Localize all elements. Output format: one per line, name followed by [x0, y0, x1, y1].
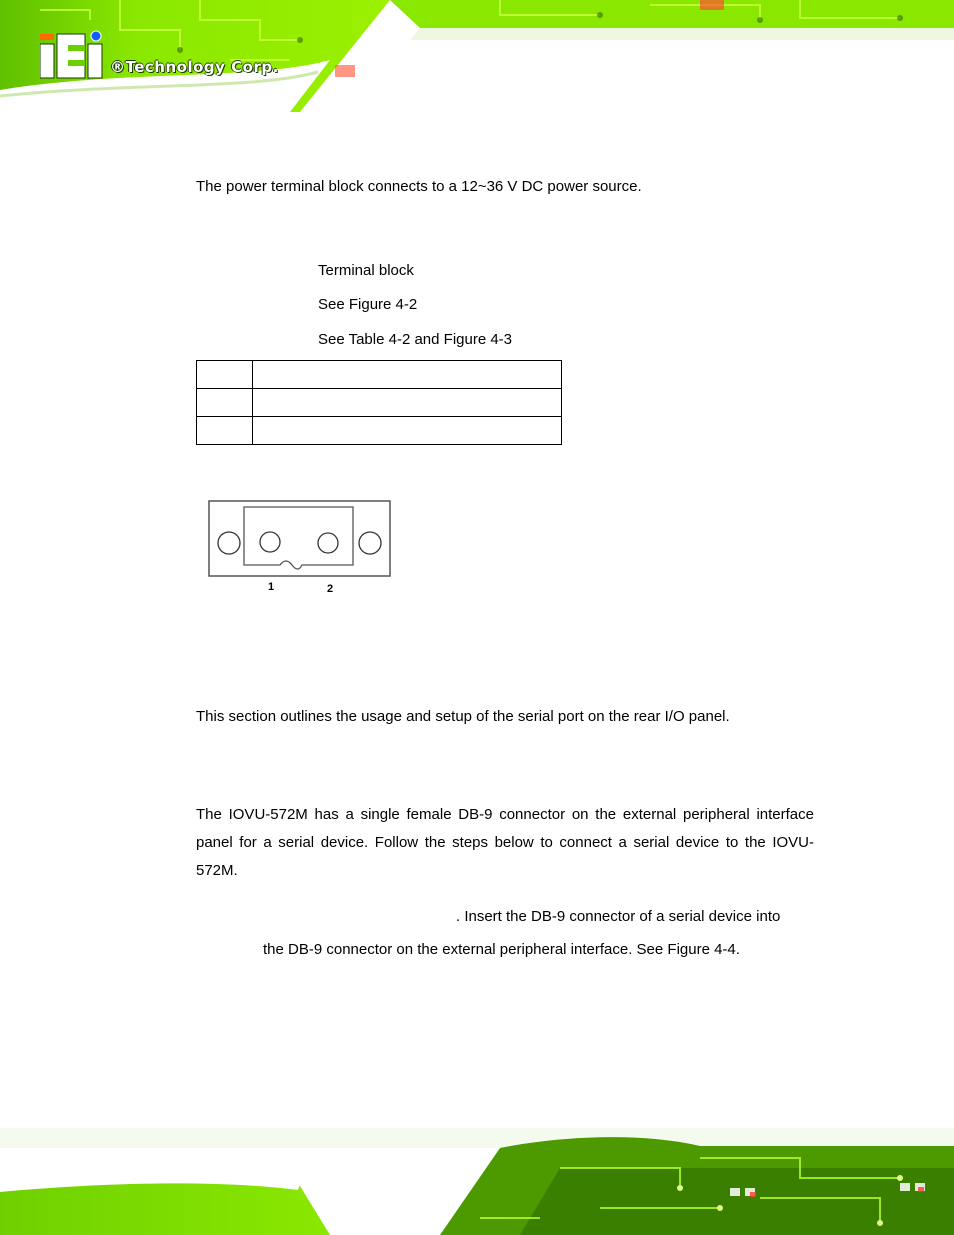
table-cell	[253, 389, 562, 417]
step1-line2: the DB-9 connector on the external peripheral interface. See Figure 4-4.	[263, 941, 740, 958]
table-cell	[253, 361, 562, 389]
spec-type: Terminal block	[318, 262, 414, 279]
table-cell	[253, 417, 562, 445]
step1-line1: . Insert the DB-9 connector of a serial device into	[456, 908, 781, 925]
table-row	[197, 361, 562, 389]
terminal-block-figure	[206, 497, 396, 597]
spec-pinouts: See Table 4-2 and Figure 4-3	[318, 331, 513, 348]
serial-paragraph: The IOVU-572M has a single female DB-9 connector on the external peripheral interface panel for a serial device. Follow the steps below to connect a serial device to the IOVU-572M.	[196, 806, 814, 879]
table-cell	[197, 389, 253, 417]
serial-intro: This section outlines the usage and setup of the serial port on the rear I/O panel.	[196, 708, 730, 725]
pin-label-2: 2	[327, 583, 334, 595]
company-name: ®Technology Corp.	[110, 58, 279, 76]
table-cell	[197, 417, 253, 445]
table-cell	[197, 361, 253, 389]
pin-label-1: 1	[268, 581, 275, 593]
spec-location: See Figure 4-2	[318, 296, 418, 313]
header-banner	[0, 0, 954, 112]
power-intro: The power terminal block connects to a 12~36 V DC power source.	[196, 178, 642, 195]
table-row	[197, 389, 562, 417]
table-row	[197, 417, 562, 445]
pinout-table	[196, 360, 562, 445]
iei-logo	[40, 30, 106, 80]
footer-banner	[0, 1128, 954, 1235]
